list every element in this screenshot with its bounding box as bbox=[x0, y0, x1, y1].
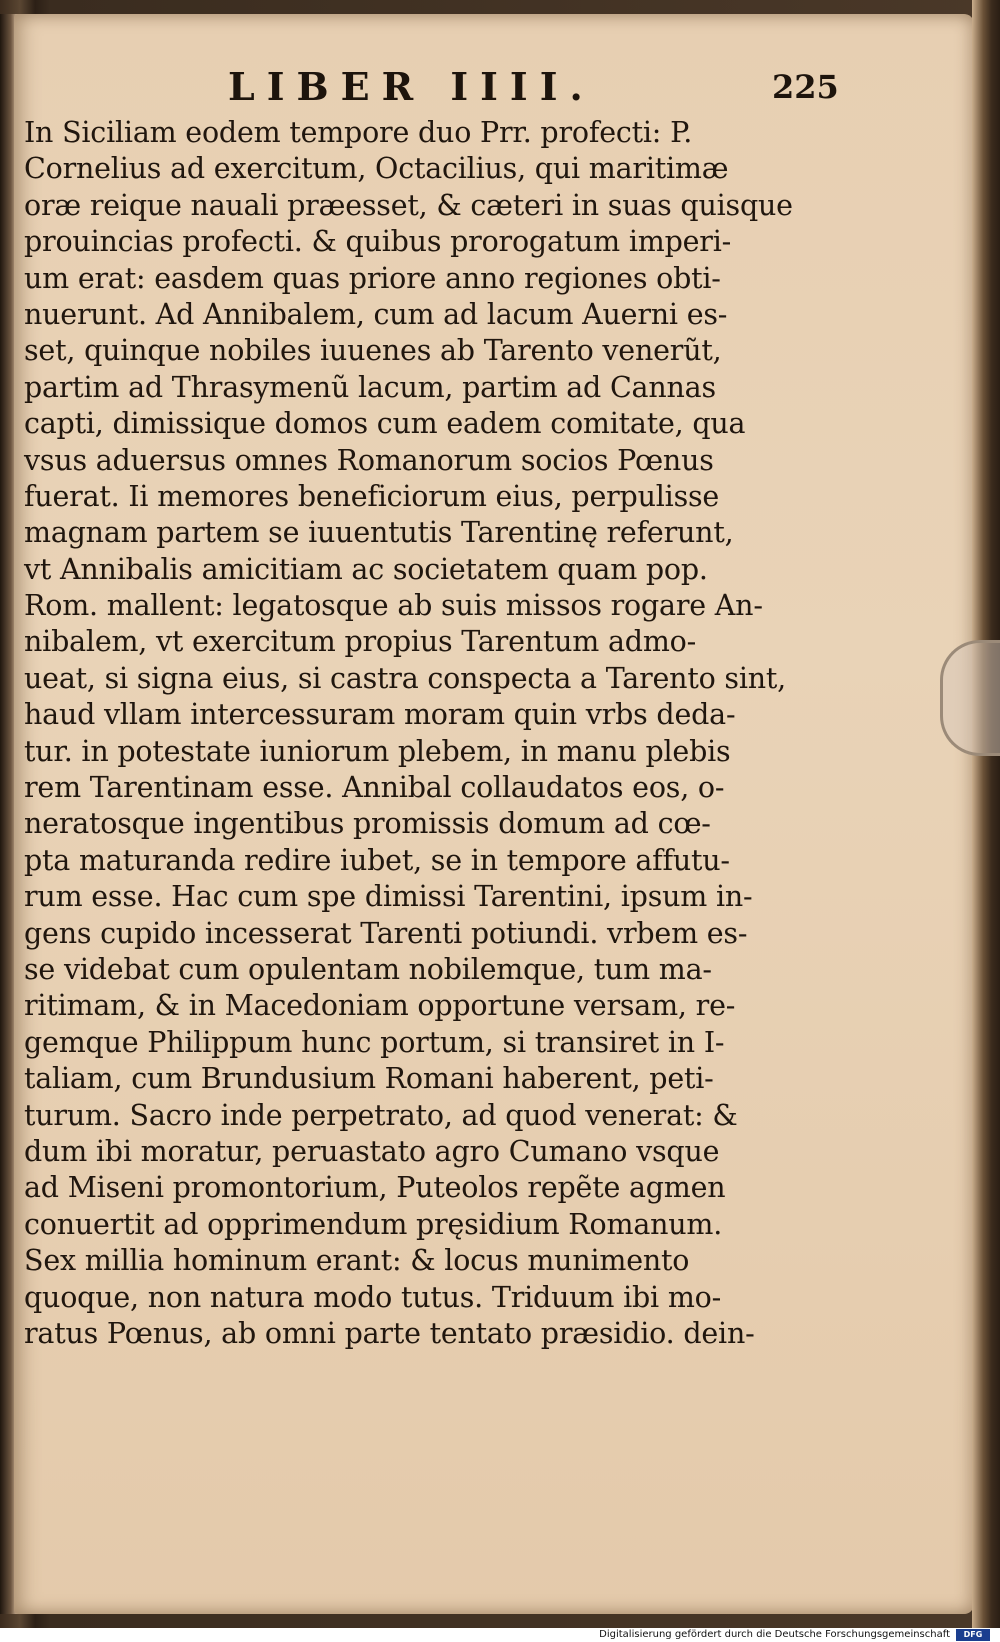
text-line: vt Annibalis amicitiam ac societatem quam pop. bbox=[24, 552, 708, 586]
body-text bbox=[24, 115, 799, 1352]
book-edge bbox=[972, 0, 1000, 1642]
text-line: ad Miseni promontorium, Puteolos repẽte agmen bbox=[24, 1171, 726, 1205]
text-line: tur. in potestate iuniorum plebem, in manu plebis bbox=[24, 734, 731, 768]
text-line: rum esse. Hac cum spe dimissi Tarentini, ipsum in- bbox=[24, 880, 753, 914]
text-line: conuertit ad opprimendum pręsidium Romanum. bbox=[24, 1207, 723, 1241]
text-line: rem Tarentinam esse. Annibal collaudatos eos, o- bbox=[24, 771, 725, 805]
text-line: Cornelius ad exercitum, Octacilius, qui maritimæ bbox=[24, 152, 729, 186]
text-line: nuerunt. Ad Annibalem, cum ad lacum Auerni es- bbox=[24, 297, 728, 331]
text-line: neratosque ingentibus promissis domum ad cœ- bbox=[24, 807, 711, 841]
text-line: quoque, non natura modo tutus. Triduum ibi mo- bbox=[24, 1280, 722, 1314]
text-line: vsus aduersus omnes Romanorum socios Pœnus bbox=[24, 443, 714, 477]
text-line: In Siciliam eodem tempore duo Prr. profecti: P. bbox=[24, 116, 693, 149]
text-line: taliam, cum Brundusium Romani haberent, peti- bbox=[24, 1062, 714, 1096]
text-line: ueat, si signa eius, si castra conspecta a Tarento sint, bbox=[24, 661, 787, 695]
text-line: se videbat cum opulentam nobilemque, tum ma- bbox=[24, 952, 712, 986]
text-line: turum. Sacro inde perpetrato, ad quod venerat: & bbox=[24, 1098, 738, 1132]
text-line: fuerat. Ii memores beneficiorum eius, perpulisse bbox=[24, 479, 720, 513]
text-line: partim ad Thrasymenũ lacum, partim ad Cannas bbox=[24, 370, 716, 404]
footer-bar bbox=[0, 1628, 1000, 1642]
text-line: dum ibi moratur, peruastato agro Cumano vsque bbox=[24, 1134, 720, 1168]
text-line: gemque Philippum hunc portum, si transiret in I- bbox=[24, 1025, 725, 1059]
text-line: capti, dimissique domos cum eadem comitate, qua bbox=[24, 407, 746, 441]
text-line: oræ reique nauali præesset, & cæteri in suas quisque bbox=[24, 188, 793, 222]
text-line: um erat: easdem quas priore anno regiones obti- bbox=[24, 261, 721, 295]
text-line: magnam partem se iuuentutis Tarentinę referunt, bbox=[24, 516, 734, 550]
text-line: ratus Pœnus, ab omni parte tentato præsidio. dein- bbox=[24, 1316, 755, 1350]
page-number: 225 bbox=[772, 68, 839, 106]
dfg-logo: DFG bbox=[956, 1629, 990, 1641]
funding-credit: Digitalisierung gefördert durch die Deutsche Forschungsgemeinschaft bbox=[599, 1629, 950, 1640]
text-line: gens cupido incesserat Tarenti potiundi. vrbem es- bbox=[24, 916, 748, 950]
text-line: Sex millia hominum erant: & locus munimento bbox=[24, 1244, 690, 1278]
text-line: haud vllam intercessuram moram quin vrbs deda- bbox=[24, 698, 736, 732]
text-line: ritimam, & in Macedoniam opportune versam, re- bbox=[24, 989, 736, 1023]
text-line: set, quinque nobiles iuuenes ab Tarento venerũt, bbox=[24, 334, 722, 368]
text-line: pta maturanda redire iubet, se in tempore affutu- bbox=[24, 843, 730, 877]
text-line: Rom. mallent: legatosque ab suis missos rogare An- bbox=[24, 589, 763, 623]
text-line: nibalem, vt exercitum propius Tarentum admo- bbox=[24, 625, 697, 659]
page-clip bbox=[940, 640, 1000, 756]
running-title: LIBER IIII. bbox=[228, 64, 595, 109]
text-line: prouincias profecti. & quibus prorogatum imperi- bbox=[24, 225, 732, 259]
page-header bbox=[0, 64, 1000, 109]
